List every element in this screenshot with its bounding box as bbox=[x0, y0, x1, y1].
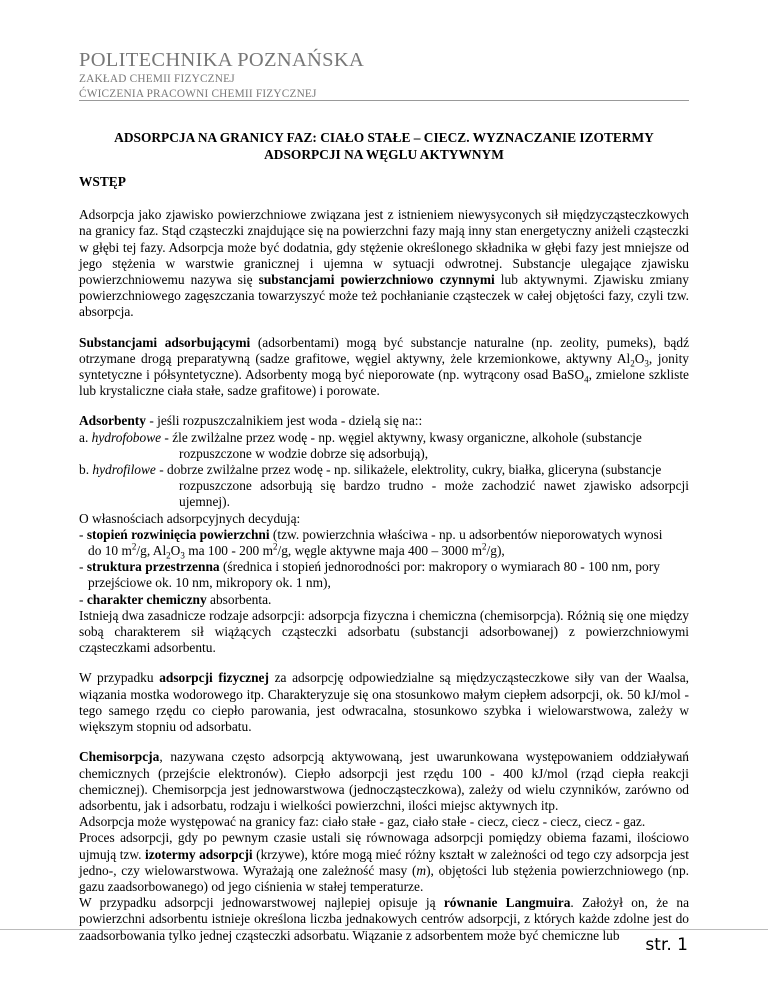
paragraph-adsorbents: Substancjami adsorbującymi (adsorbentami) mogą być substancje naturalne (np. zeolity, pumeks), bądź otrzymane drogą preparatywną (sadze grafitowe, węgiel aktywny, żele krzemionkowe, aktywny $Al_2O_3$, jonity syntetyczne i półsyntetyczne). Adsorbenty mogą być nieporowate (np. wytrącony osad BaSO$_4$, zmielone szkliste lub krystaliczne ciała stałe, sadze grafitowe) i porowate. bbox=[79, 334, 690, 399]
section-heading: WSTĘP bbox=[79, 174, 126, 189]
page-number: str. 1 bbox=[645, 935, 688, 955]
footer-divider bbox=[0, 929, 768, 930]
paragraph-chemisorption: Chemisorpcja, nazywana często adsorpcją aktywowaną, jest uwarunkowana występowaniem oddziaływań chemicznych (przejście elektronów). Ciepło adsorpcji jest rzędu 100 - 400 kJ/mol (rząd ciepła reakcji chemicznej). Chemisorpcja jest jednowarstwowa (jednocząsteczkowa), zależy od wielu czynników, zarówno od adsorbentu, jak i adsorbatu, rodzaju i wielkości powierzchni, ilości miejsc aktywnych itp. Adsorpcja może występować na granicy faz: ciało stałe - gaz, ciało stałe - ciecz, ciecz - ciecz, ciecz - gaz. Proces adsorpcji, gdy po pewnym czasie ustali się równowaga adsorpcji pomiędzy obiema fazami, ilościowo ujmują tzw. izotermy adsorpcji (krzywe), które mogą mieć różny kształt w zależności od tego czy adsorpcja jest jedno-, czy wielowarstwowa. Wyrażają one zależność masy (m), objętości lub stężenia powierzchniowego (np. gazu zaadsorbowanego) od jego ciśnienia w stałej temperaturze. W przypadku adsorpcji jednowarstwowej najlepiej opisuje ją równanie Langmuira. Założył on, że na powierzchni adsorbentu istnieje określona liczba jednakowych centrów adsorpcji, z których każde zdolne jest do zaadsorbowania tylko jednej cząsteczki adsorbatu. Wiązanie z adsorbentem może być chemiczne lub bbox=[79, 749, 690, 943]
department-name: ZAKŁAD CHEMII FIZYCZNEJ bbox=[79, 73, 235, 85]
list-item: a. hydrofobowe - źle zwilżalne przez wodę - np. węgiel aktywny, kwasy organiczne, alkohole (substancje bbox=[79, 429, 642, 445]
paragraph-physical-adsorption: W przypadku adsorpcji fizycznej za adsorpcję odpowiedzialne są międzycząsteczkowe siły van der Waalsa, wiązania mostka wodorowego itp. Charakteryzuje się ona stosunkowo małym ciepłem adsorpcji, ok. 50 kJ/mol - tego samego rzędu co ciepło parowania, jest odwracalna, stosunkowo szybka i wielowarstwowa, zależy w większym stopniu od adsorbatu. bbox=[79, 670, 689, 735]
document-body bbox=[79, 174, 689, 944]
document-title: ADSORPCJA NA GRANICY FAZ: CIAŁO STAŁE – CIECZ. WYZNACZANIE IZOTERMY ADSORPCJI NA WĘGLU AKTYWNYM bbox=[114, 130, 654, 162]
list-item: - charakter chemiczny absorbenta. bbox=[79, 591, 272, 607]
header-divider bbox=[79, 100, 689, 101]
paragraph-classification: Adsorbenty - jeśli rozpuszczalnikiem jest woda - dzielą się na:: a. hydrofobowe - źle zwilżalne przez wodę - np. węgiel aktywny, kwasy organiczne, alkohole (substancje rozpuszczone w wodzie dobrze się adsorbują), b. hydrofilowe - dobrze zwilżalne przez wodę - np. silikażele, elektrolity, cukry, białka, gliceryna (substancje rozpuszczone adsorbują się bardzo trudno - może zachodzić nawet zjawisko adsorpcji ujemnej). O własnościach adsorpcyjnych decydują: - stopień rozwinięcia powierzchni (tzw. powierzchnia właściwa - np. u adsorbentów nieporowatych wynosi do 10 $m^2/g$, $Al_2O_3$ ma 100 - 200 $m^2/g$, węgle aktywne maja 400 – 3000 $m^2/g$), - struktura przestrzenna (średnica i stopień jednorodności por: makropory o wymiarach 80 - 100 nm, pory przejściowe ok. 10 nm, mikropory ok. 1 nm), - charakter chemiczny absorbenta. Istnieją dwa zasadnicze rodzaje adsorpcji: adsorpcja fizyczna i chemiczna (chemisorpcja). Różnią się one między sobą charakterem sił wiążących cząsteczki adsorbatu (substancji adsorbowanej) z powierzchniowymi cząsteczkami adsorbentu. bbox=[79, 413, 689, 656]
university-name: POLITECHNIKA POZNAŃSKA bbox=[79, 49, 365, 71]
list-item: - stopień rozwinięcia powierzchni (tzw. powierzchnia właściwa - np. u adsorbentów nieporowatych wynosi bbox=[79, 526, 663, 542]
letterhead bbox=[79, 48, 364, 102]
course-name: ĆWICZENIA PRACOWNI CHEMII FIZYCZNEJ bbox=[79, 88, 317, 100]
paragraph-intro: Adsorpcja jako zjawisko powierzchniowe związana jest z istnieniem niewysyconych sił międzycząsteczkowych na granicy faz. Stąd cząsteczki znajdujące się na powierzchni fazy mają inny stan energetyczny aniżeli cząsteczki w głębi tej fazy. Adsorpcja może być dodatnia, gdy stężenie określonego składnika w głębi fazy jest mniejsze od jego stężenia w warstwie granicznej i ujemna w sytuacji odwrotnej. Substancje ulegające zjawisku powierzchniowemu nazywa się substancjami powierzchniowo czynnymi lub aktywnymi. Zjawisku zmiany powierzchniowego zagęszczania towarzyszyć może też pochłanianie cząsteczek w całej objętości fazy, czyli tzw. absorpcja. bbox=[79, 207, 689, 320]
list-item: b. hydrofilowe - dobrze zwilżalne przez wodę - np. silikażele, elektrolity, cukry, białka, gliceryna (substancje bbox=[79, 462, 662, 478]
list-item: - struktura przestrzenna (średnica i stopień jednorodności por: makropory o wymiarach 80 - 100 nm, pory bbox=[79, 559, 660, 575]
